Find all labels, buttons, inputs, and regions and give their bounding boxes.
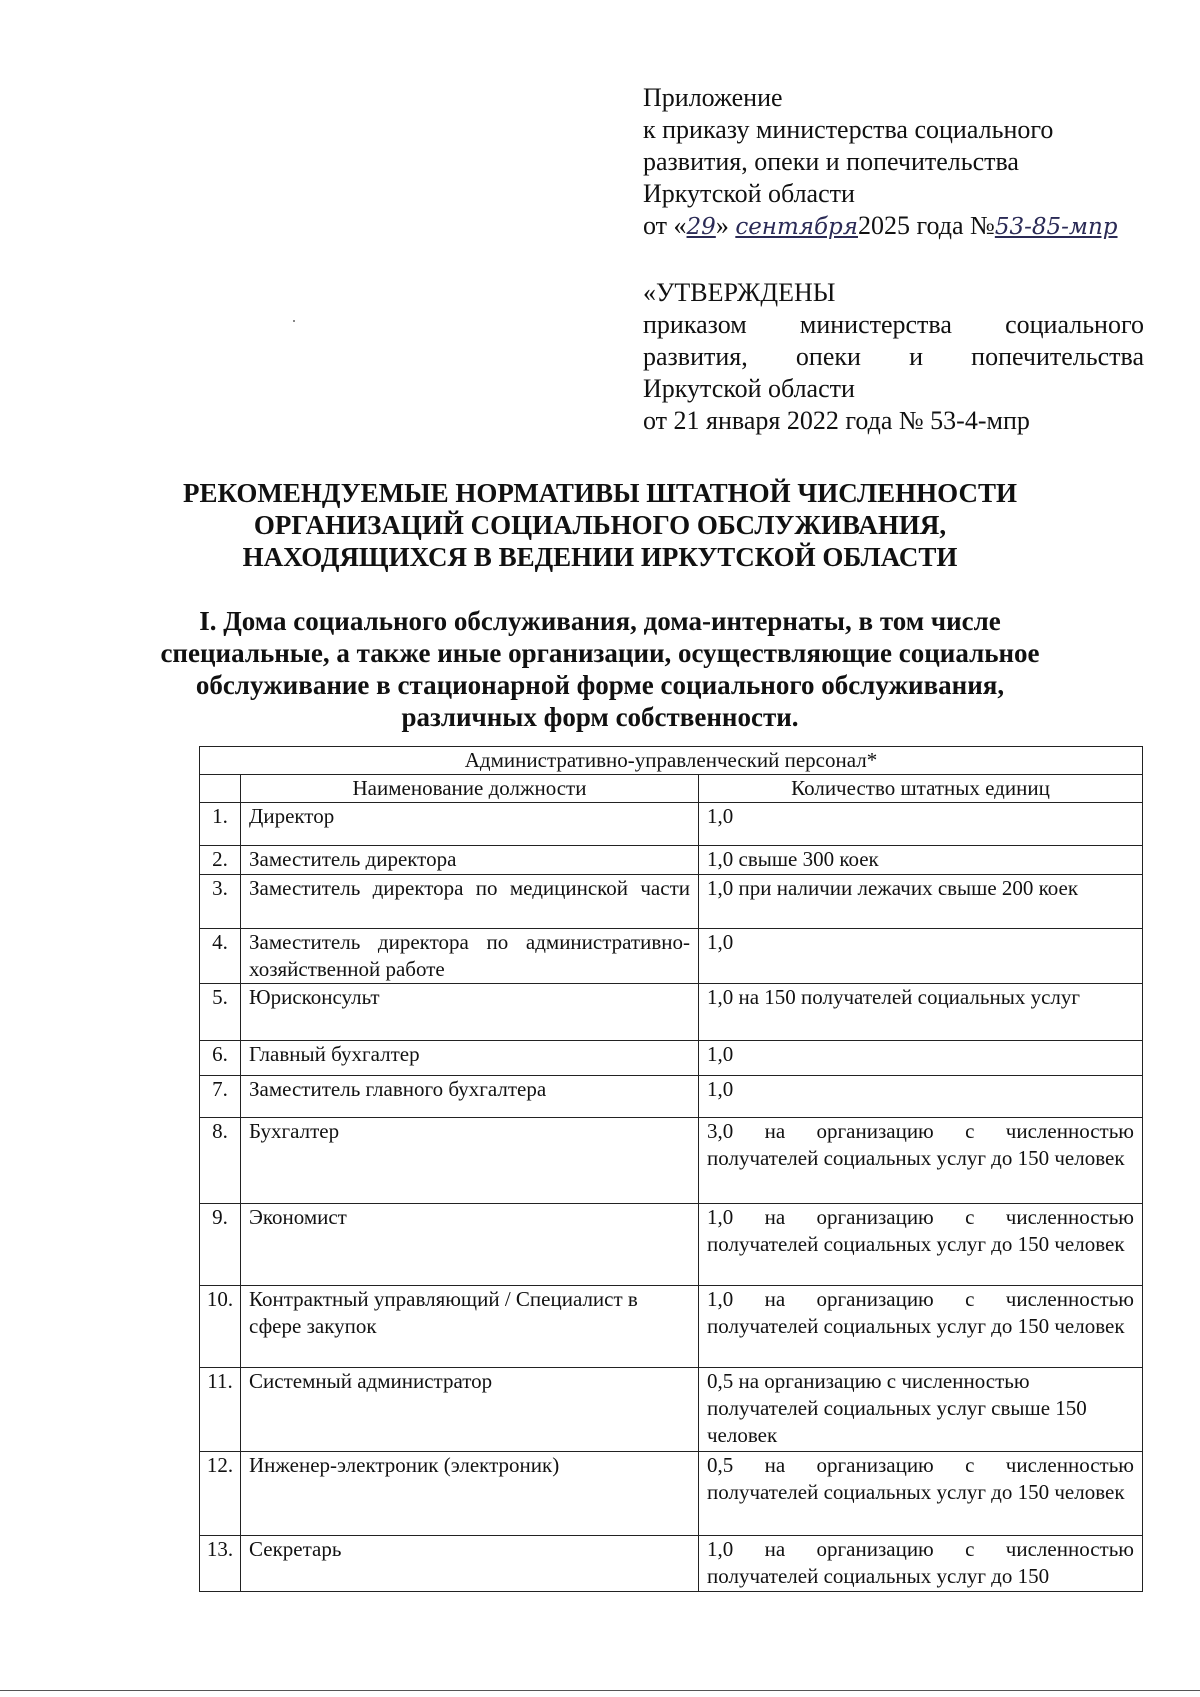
approved-heading: «УТВЕРЖДЕНЫ	[643, 278, 836, 307]
row-num: 7.	[200, 1076, 241, 1118]
staffing-table	[199, 746, 1143, 1592]
approved-line: от 21 января 2022 года № 53-4-мпр	[643, 406, 1030, 435]
table-row	[200, 803, 1143, 846]
document-title	[100, 477, 1100, 573]
approved-line: развития, опеки и попечительства	[643, 342, 1144, 371]
row-num: 4.	[200, 929, 241, 984]
table-row	[200, 929, 1143, 984]
row-num: 1.	[200, 803, 241, 846]
row-position: Секретарь	[241, 1536, 699, 1592]
row-position: Бухгалтер	[241, 1118, 699, 1204]
row-position: Контрактный управляющий / Специалист в сфере закупок	[241, 1286, 699, 1368]
approved-line: Иркутской области	[643, 374, 855, 403]
approved-line: приказом министерства социального	[643, 310, 1144, 339]
row-position: Заместитель директора по медицинской части	[241, 875, 699, 929]
table-row	[200, 875, 1143, 929]
handwritten-day: 29	[686, 214, 716, 240]
group-header: Административно-управленческий персонал*	[200, 747, 1143, 775]
title-line: НАХОДЯЩИХСЯ В ВЕДЕНИИ ИРКУТСКОЙ ОБЛАСТИ	[242, 542, 958, 572]
section-line: I. Дома социального обслуживания, дома-интернаты, в том числе	[199, 606, 1001, 636]
row-position: Инженер-электроник (электроник)	[241, 1452, 699, 1536]
row-position: Главный бухгалтер	[241, 1041, 699, 1076]
table-row	[200, 1076, 1143, 1118]
row-position: Заместитель директора	[241, 846, 699, 875]
table-row	[200, 846, 1143, 875]
row-num: 8.	[200, 1118, 241, 1204]
date-mid: »	[715, 211, 736, 240]
row-units: 1,0 на организацию с численностью получателей социальных услуг до 150	[699, 1536, 1143, 1592]
table-group-header-row	[200, 747, 1143, 775]
appendix-date-line	[643, 210, 1143, 243]
section-line: различных форм собственности.	[401, 702, 799, 732]
table-row	[200, 1118, 1143, 1204]
appendix-line: Иркутской области	[643, 179, 855, 208]
section-line: обслуживание в стационарной форме социального обслуживания,	[195, 670, 1005, 700]
row-num: 9.	[200, 1204, 241, 1286]
row-num: 6.	[200, 1041, 241, 1076]
row-units: 1,0	[699, 1076, 1143, 1118]
row-position: Директор	[241, 803, 699, 846]
handwritten-month: сентября	[735, 214, 858, 240]
date-year: 2025 года №	[857, 211, 995, 240]
row-units: 1,0 при наличии лежачих свыше 200 коек	[699, 875, 1143, 929]
table-row	[200, 1286, 1143, 1368]
row-position: Заместитель главного бухгалтера	[241, 1076, 699, 1118]
header-num-cell	[200, 775, 241, 803]
row-num: 11.	[200, 1368, 241, 1452]
row-units: 1,0 на 150 получателей социальных услуг	[699, 984, 1143, 1041]
row-units: 1,0	[699, 929, 1143, 984]
table-row	[200, 1204, 1143, 1286]
appendix-line: развития, опеки и попечительства	[643, 147, 1019, 176]
table-header-row	[200, 775, 1143, 803]
row-position: Системный администратор	[241, 1368, 699, 1452]
title-line: ОРГАНИЗАЦИЙ СОЦИАЛЬНОГО ОБСЛУЖИВАНИЯ,	[253, 510, 947, 540]
row-num: 12.	[200, 1452, 241, 1536]
header-units: Количество штатных единиц	[699, 775, 1143, 803]
row-units: 1,0 на организацию с численностью получателей социальных услуг до 150 человек	[699, 1204, 1143, 1286]
section-heading	[100, 605, 1100, 733]
table-row	[200, 1536, 1143, 1592]
table-row	[200, 1041, 1143, 1076]
header-position: Наименование должности	[241, 775, 699, 803]
handwritten-order-number: 53-85-мпр	[994, 214, 1118, 240]
appendix-block	[643, 82, 1143, 243]
row-units: 1,0 свыше 300 коек	[699, 846, 1143, 875]
row-num: 2.	[200, 846, 241, 875]
table-row	[200, 1452, 1143, 1536]
date-prefix: от «	[643, 211, 687, 240]
row-num: 3.	[200, 875, 241, 929]
row-units: 0,5 на организацию с численностью получателей социальных услуг свыше 150 человек	[699, 1368, 1143, 1452]
title-line: РЕКОМЕНДУЕМЫЕ НОРМАТИВЫ ШТАТНОЙ ЧИСЛЕННОСТИ	[182, 478, 1018, 508]
row-num: 5.	[200, 984, 241, 1041]
table-row	[200, 1368, 1143, 1452]
appendix-line: к приказу министерства социального	[643, 115, 1054, 144]
row-num: 13.	[200, 1536, 241, 1592]
row-num: 10.	[200, 1286, 241, 1368]
row-position: Заместитель директора по административно-хозяйственной работе	[241, 929, 699, 984]
row-units: 3,0 на организацию с численностью получателей социальных услуг до 150 человек	[699, 1118, 1143, 1204]
page-bottom-edge	[0, 1690, 1200, 1691]
row-units: 1,0	[699, 803, 1143, 846]
approved-block	[643, 277, 1144, 437]
table-row	[200, 984, 1143, 1041]
section-line: специальные, а также иные организации, осуществляющие социальное	[160, 638, 1040, 668]
row-position: Юрисконсульт	[241, 984, 699, 1041]
row-units: 1,0 на организацию с численностью получателей социальных услуг до 150 человек	[699, 1286, 1143, 1368]
scan-speck	[293, 320, 295, 322]
appendix-line: Приложение	[643, 83, 783, 112]
row-units: 0,5 на организацию с численностью получателей социальных услуг до 150 человек	[699, 1452, 1143, 1536]
row-units: 1,0	[699, 1041, 1143, 1076]
row-position: Экономист	[241, 1204, 699, 1286]
